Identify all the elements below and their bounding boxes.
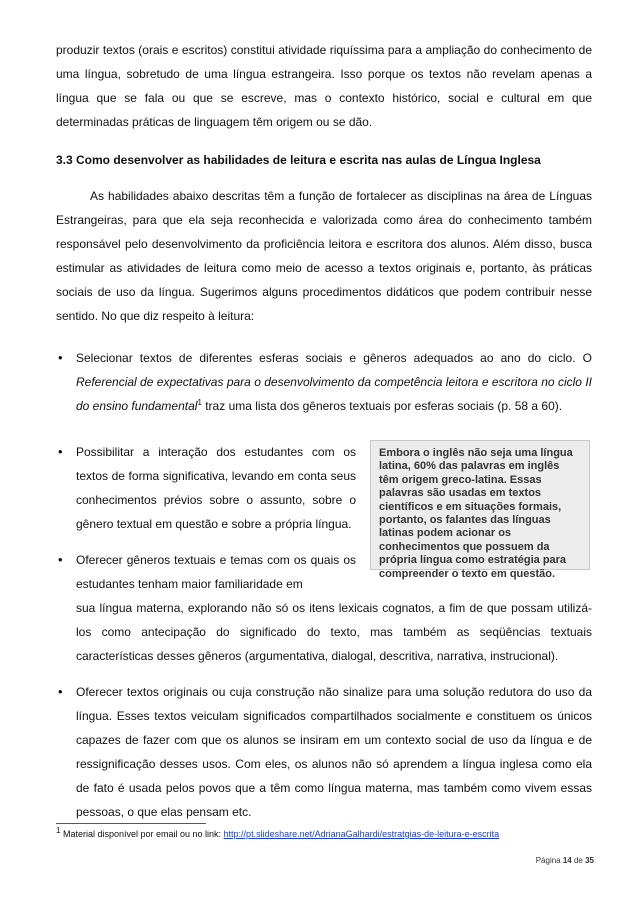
bullet-1-text-end: traz uma lista dos gêneros textuais por esferas sociais (p. 58 a 60). <box>201 399 563 413</box>
bullet-text-3-narrow: Oferecer gêneros textuais e temas com os quais os estudantes tenham maior familiaridade em <box>76 553 356 591</box>
bullet-item-1 <box>56 346 592 418</box>
footnote-divider <box>56 823 206 824</box>
bullet-text-1 <box>76 346 592 418</box>
referencial-title: Referencial de expectativas para o desenvolvimento da competência leitora e escritora no ciclo II do ensino fundamental <box>76 375 592 413</box>
section-paragraph: As habilidades abaixo descritas têm a função de fortalecer as disciplinas na área de Línguas Estrangeiras, para que ela seja reconhecida e valorizada como área do conhecimento também responsável pelo desenvolvimento da proficiência leitora e escritora dos alunos. Além disso, busca estimular as atividades de leitura como meio de acesso a textos originais e, portanto, às práticas sociais de uso da língua. Sugerimos alguns procedimentos didáticos que podem contribuir nesse sentido. No que diz respeito à leitura: <box>56 189 592 323</box>
bullet-text-3-wide: sua língua materna, explorando não só os itens lexicais cognatos, a fim de que possam utilizá-los como antecipação do significado do texto, mas também as seqüências textuais características desses gêneros (argumentativa, dialogal, descritiva, narrativa, instrucional). <box>76 601 592 663</box>
bullet-marker: • <box>58 552 63 567</box>
footnote-reference: 1 <box>197 398 202 407</box>
section-heading: 3.3 Como desenvolver as habilidades de leitura e escrita nas aulas de Língua Inglesa <box>56 153 541 167</box>
current-page: 14 <box>562 856 572 865</box>
bullet-text-4: Oferecer textos originais ou cuja construção não sinalize para uma solução redutora do uso da língua. Esses textos veiculam significados compartilhados socialmente e constituem os únicos capazes de fazer com que os alunos se insiram em um contexto social de uso da língua e de ressignificação desses usos. Com eles, os alunos não só aprendem a língua inglesa como ela de fato é usada pelos povos que a têm como língua materna, mas também como vivem essas pessoas, o que elas pensam etc. <box>76 685 592 819</box>
callout-box <box>370 440 590 580</box>
bullet-item-4 <box>56 680 592 824</box>
bullet-1-text-start: Selecionar textos de diferentes esferas sociais e gêneros adequados ao ano do ciclo. O <box>76 351 592 365</box>
bullet-marker: • <box>58 444 63 459</box>
page-label: Página <box>535 856 563 865</box>
intro-paragraph: produzir textos (orais e escritos) constitui atividade riquíssima para a ampliação do conhecimento de uma língua, sobretudo de uma língua estrangeira. Isso porque os textos não revelam apenas a língua que se fala ou que se escreve, mas o contexto histórico, social e cultural em que determinadas práticas de linguagem têm origem ou se dão. <box>56 43 592 129</box>
footnote-text: Material disponível por email ou no link: <box>60 829 224 839</box>
footnote <box>56 828 616 840</box>
page-of: de <box>571 856 586 865</box>
page-number <box>536 856 594 866</box>
footnote-link[interactable]: http://pt.slideshare.net/AdrianaGalhardi/estratgias-de-leitura-e-escrita <box>223 829 500 839</box>
bullet-text-2: Possibilitar a interação dos estudantes com os textos de forma significativa, levando em conta seus conhecimentos prévios sobre o assunto, sobre o gênero textual em questão e sobre a própria língua. <box>76 445 356 531</box>
bullet-marker: • <box>58 684 63 699</box>
footnote-number: 1 <box>56 826 61 835</box>
total-pages: 35 <box>585 856 594 865</box>
callout-text: Embora o inglês não seja uma língua latina, 60% das palavras em inglês têm origem greco-latina. Essas palavras são usadas em textos científicos e em situações formais, portanto, os falantes das línguas latinas podem acionar os conhecimentos que possuem da própria língua como estratégia para compreender o texto em questão. <box>379 447 573 580</box>
bullet-marker: • <box>58 350 63 365</box>
